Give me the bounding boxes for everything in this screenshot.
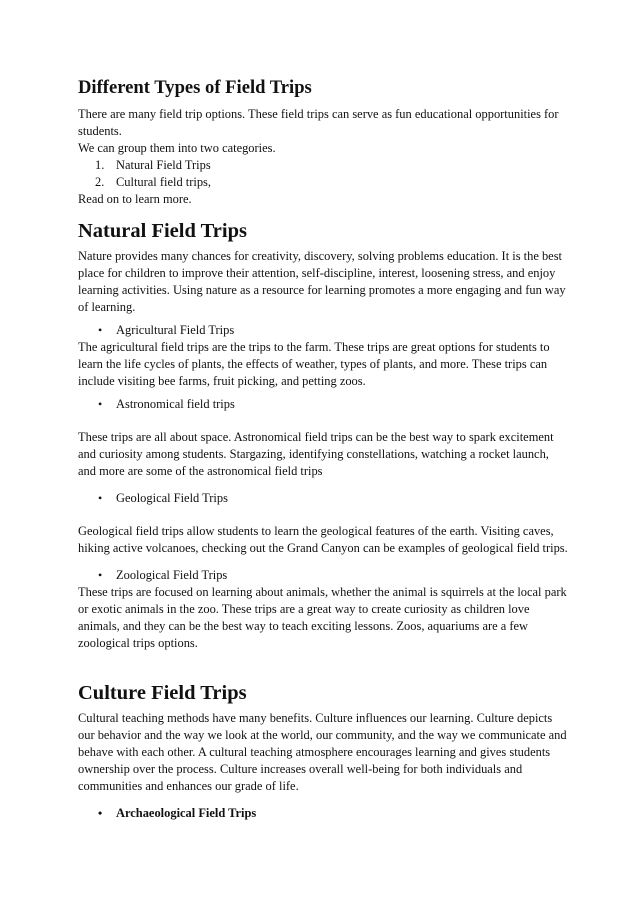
astronomical-paragraph: These trips are all about space. Astronomical field trips can be the best way to spark excitement and curiosity among students. Stargazing, identifying constellations, watching a rocket launch, and more are some of the astronomical field trips xyxy=(78,430,554,478)
geological-paragraph: Geological field trips allow students to learn the geological features of the earth. Visiting caves, hiking active volcanoes, checking out the Grand Canyon can be examples of geological field trips. xyxy=(78,524,568,555)
list-number: 1. xyxy=(95,158,105,172)
culture-section-title: Culture Field Trips xyxy=(78,682,247,704)
category-list xyxy=(78,157,568,191)
list-item-text: Natural Field Trips xyxy=(116,158,211,172)
culture-intro-paragraph: Cultural teaching methods have many benefits. Culture influences our learning. Culture depicts our behavior and the way we look at the world, our community, and the way we communicate and behave with each other. A cultural teaching atmosphere encourages learning and gives students ownership over the process. Culture increases overall well-being for both individuals and communities and enhances our grade of life. xyxy=(78,711,567,793)
zoological-paragraph: These trips are focused on learning about animals, whether the animal is squirrels at the local park or exotic animals in the zoo. These trips are a great way to create curiosity as children love animals, and they can be the best way to teach exciting lessons. Zoos, aquariums are a few zoological trips options. xyxy=(78,585,567,650)
natural-intro-paragraph: Nature provides many chances for creativity, discovery, solving problems education. It is the best place for children to improve their attention, self-discipline, interest, loosening stress, and enjoy learning activities. Using nature as a resource for learning promotes a more engaging and fun way of learning. xyxy=(78,249,566,314)
bullet-icon: • xyxy=(98,323,103,337)
list-item xyxy=(78,157,568,174)
bullet-item-geological xyxy=(78,490,568,507)
bullet-icon: • xyxy=(98,806,103,820)
intro-title: Different Types of Field Trips xyxy=(78,77,312,98)
list-item-text: Cultural field trips, xyxy=(116,175,211,189)
bullet-label: Archaeological Field Trips xyxy=(116,806,257,820)
bullet-label: Geological Field Trips xyxy=(116,491,228,505)
bullet-icon: • xyxy=(98,397,103,411)
intro-paragraph-2: We can group them into two categories. xyxy=(78,141,276,155)
document-page xyxy=(78,76,568,822)
bullet-icon: • xyxy=(98,568,103,582)
bullet-icon: • xyxy=(98,491,103,505)
bullet-item-astronomical xyxy=(78,396,568,413)
natural-section-title: Natural Field Trips xyxy=(78,220,247,242)
bullet-item-agricultural xyxy=(78,322,568,339)
bullet-label: Zoological Field Trips xyxy=(116,568,228,582)
intro-paragraph-3: Read on to learn more. xyxy=(78,192,192,206)
bullet-label: Agricultural Field Trips xyxy=(116,323,235,337)
intro-paragraph-1: There are many field trip options. These field trips can serve as fun educational opportunities for students. xyxy=(78,107,559,138)
list-item xyxy=(78,174,568,191)
bullet-item-zoological xyxy=(78,567,568,584)
agricultural-paragraph: The agricultural field trips are the trips to the farm. These trips are great options for students to learn the life cycles of plants, the effects of weather, types of plants, and more. These trips can include visiting bee farms, fruit picking, and petting zoos. xyxy=(78,340,550,388)
list-number: 2. xyxy=(95,175,105,189)
bullet-item-archaeological xyxy=(78,805,568,822)
bullet-label: Astronomical field trips xyxy=(116,397,235,411)
